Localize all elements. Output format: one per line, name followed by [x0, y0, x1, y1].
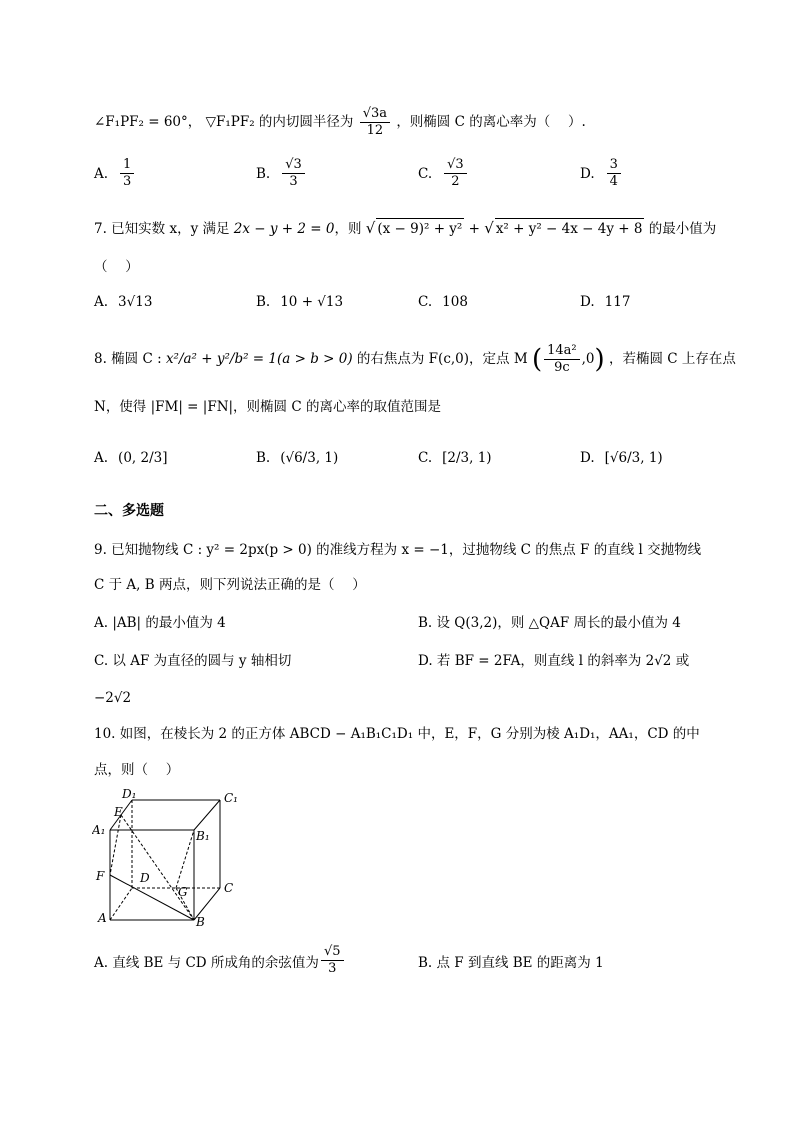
segment-G-B1 [176, 830, 194, 888]
option-label: B. [256, 294, 271, 310]
option-label: D. [580, 450, 595, 466]
q6-stem [94, 106, 586, 139]
q10-option-b[interactable]: B. 点 F 到直线 BE 的距离为 1 [418, 955, 604, 971]
label-D: D [140, 871, 150, 885]
edge-B1-C1 [194, 800, 220, 830]
q8-ellipse-equation: x²/a² + y²/b² = 1(a > b > 0) [165, 351, 353, 367]
q8-option-d[interactable] [580, 450, 663, 466]
q8-m-sep: ,0 [581, 351, 595, 367]
q8-stem [94, 343, 736, 376]
label-D1: D₁ [122, 788, 137, 801]
paren-right: ) [594, 344, 605, 375]
q7-stem-b: ，则 [334, 221, 362, 237]
option-label: C. [418, 294, 433, 310]
option-value: (0, 2/3] [118, 450, 168, 466]
q7-expr2: x² + y² − 4x − 4y + 8 [495, 218, 645, 239]
q7-option-d[interactable] [580, 294, 630, 310]
q6-option-d[interactable] [580, 157, 623, 190]
option-value: 117 [604, 294, 631, 310]
option-fraction [282, 157, 305, 190]
q10-option-a-text: A. 直线 BE 与 CD 所成角的余弦值为 [94, 954, 319, 971]
q10-option-a-fraction [321, 944, 344, 977]
q9-line2: C 于 A, B 两点，则下列说法正确的是（ ） [94, 577, 366, 593]
q8-m-num: 14a² [544, 343, 580, 360]
label-B1: B₁ [196, 829, 210, 843]
q9-option-c[interactable]: C. 以 AF 为直径的圆与 y 轴相切 [94, 653, 292, 669]
fraction-den: 4 [609, 174, 618, 189]
q7-option-c[interactable] [418, 294, 468, 310]
radical-sign: √ [484, 219, 494, 237]
q7-plus: + [468, 221, 480, 237]
q6-question-text: ，则椭圆 C 的离心率为（ ）. [396, 114, 586, 130]
option-value: [√6/3, 1) [604, 450, 663, 466]
q7-condition: 2x − y + 2 = 0 [233, 221, 335, 237]
q6-incircle-text: ▽F₁PF₂ 的内切圆半径为 [205, 114, 354, 130]
q9-option-d[interactable]: D. 若 BF = 2FA，则直线 l 的斜率为 2√2 或 [418, 653, 690, 669]
q8-m-den: 9c [554, 360, 570, 375]
label-F: F [96, 869, 105, 883]
q8-stem-b: 的右焦点为 F(c,0)，定点 M [356, 351, 528, 367]
fraction-num: √3 [444, 157, 467, 174]
option-label: B. [256, 165, 271, 182]
label-A1: A₁ [92, 823, 106, 837]
q8-line2: N，使得 |FM| = |FN|，则椭圆 C 的离心率的取值范围是 [94, 399, 441, 415]
fraction-num: √3 [282, 157, 305, 174]
q6-radius-den: 12 [366, 123, 384, 138]
option-fraction [444, 157, 467, 190]
q6-option-a[interactable] [94, 157, 136, 190]
fraction-den: 3 [123, 174, 132, 189]
option-value: 108 [442, 294, 468, 310]
option-label: A. [94, 294, 109, 310]
option-label: A. [94, 165, 109, 182]
option-value: [2/3, 1) [442, 450, 492, 466]
option-value: (√6/3, 1) [280, 450, 339, 466]
q8-option-b[interactable] [256, 450, 338, 466]
q7-stem [94, 218, 716, 239]
option-fraction [607, 157, 621, 190]
option-value: 3√13 [118, 294, 153, 310]
fraction-den: 3 [289, 174, 298, 189]
section-heading: 二、多选题 [94, 503, 164, 519]
radical-sign: √ [365, 219, 376, 237]
label-A: A [98, 911, 107, 925]
option-label: A. [94, 450, 109, 466]
q8-stem-c: ，若椭圆 C 上存在点 [608, 351, 736, 367]
q7-option-a[interactable] [94, 294, 152, 310]
option-label: D. [580, 165, 595, 182]
cube-diagram [92, 788, 252, 928]
q9-line1: 9. 已知抛物线 C : y² = 2px(p > 0) 的准线方程为 x = −1，过抛物线 C 的焦点 F 的直线 l 交抛物线 [94, 542, 702, 558]
q10-option-a[interactable] [94, 944, 346, 977]
q8-option-c[interactable] [418, 450, 492, 466]
q9-option-a[interactable]: A. |AB| 的最小值为 4 [94, 615, 226, 631]
q8-stem-a: 8. 椭圆 C : [94, 351, 162, 367]
q6-angle-text: ∠F₁PF₂ = 60°， [94, 114, 202, 130]
segment-E-F [110, 815, 121, 875]
fraction-num: √5 [321, 944, 344, 961]
label-C1: C₁ [224, 791, 238, 805]
edge-A-D [110, 888, 132, 920]
paren-left: ( [531, 344, 543, 375]
label-E: E [114, 805, 123, 819]
q7-stem-c: 的最小值为 [648, 221, 717, 237]
q7-expr1: (x − 9)² + y² [376, 218, 464, 239]
option-fraction [120, 157, 134, 190]
q10-line2: 点，则（ ） [94, 762, 180, 778]
option-label: B. [256, 450, 271, 466]
q9-option-b[interactable]: B. 设 Q(3,2)，则 △QAF 周长的最小值为 4 [418, 615, 681, 631]
q8-option-a[interactable] [94, 450, 167, 466]
q7-option-b[interactable] [256, 294, 343, 310]
q6-radius-fraction [360, 106, 390, 139]
q6-option-b[interactable] [256, 157, 307, 190]
q7-stem-a: 7. 已知实数 x，y 满足 [94, 221, 230, 237]
q10-line1: 10. 如图，在棱长为 2 的正方体 ABCD − A₁B₁C₁D₁ 中，E，F，G 分别为棱 A₁D₁，AA₁，CD 的中 [94, 726, 700, 742]
q7-paren: （ ） [94, 259, 139, 275]
option-label: D. [580, 294, 595, 310]
fraction-num: 3 [607, 157, 621, 174]
label-C: C [224, 881, 234, 895]
fraction-num: 1 [120, 157, 134, 174]
option-label: C. [418, 165, 433, 182]
q9-option-d-cont: −2√2 [94, 690, 132, 706]
fraction-den: 3 [328, 961, 337, 976]
q6-radius-num: √3a [360, 106, 390, 123]
q6-option-c[interactable] [418, 157, 469, 190]
label-B: B [196, 915, 205, 928]
fraction-den: 2 [451, 174, 460, 189]
label-G: G [178, 885, 188, 899]
option-label: C. [418, 450, 433, 466]
q8-m-fraction [544, 343, 580, 376]
option-value: 10 + √13 [280, 294, 344, 310]
